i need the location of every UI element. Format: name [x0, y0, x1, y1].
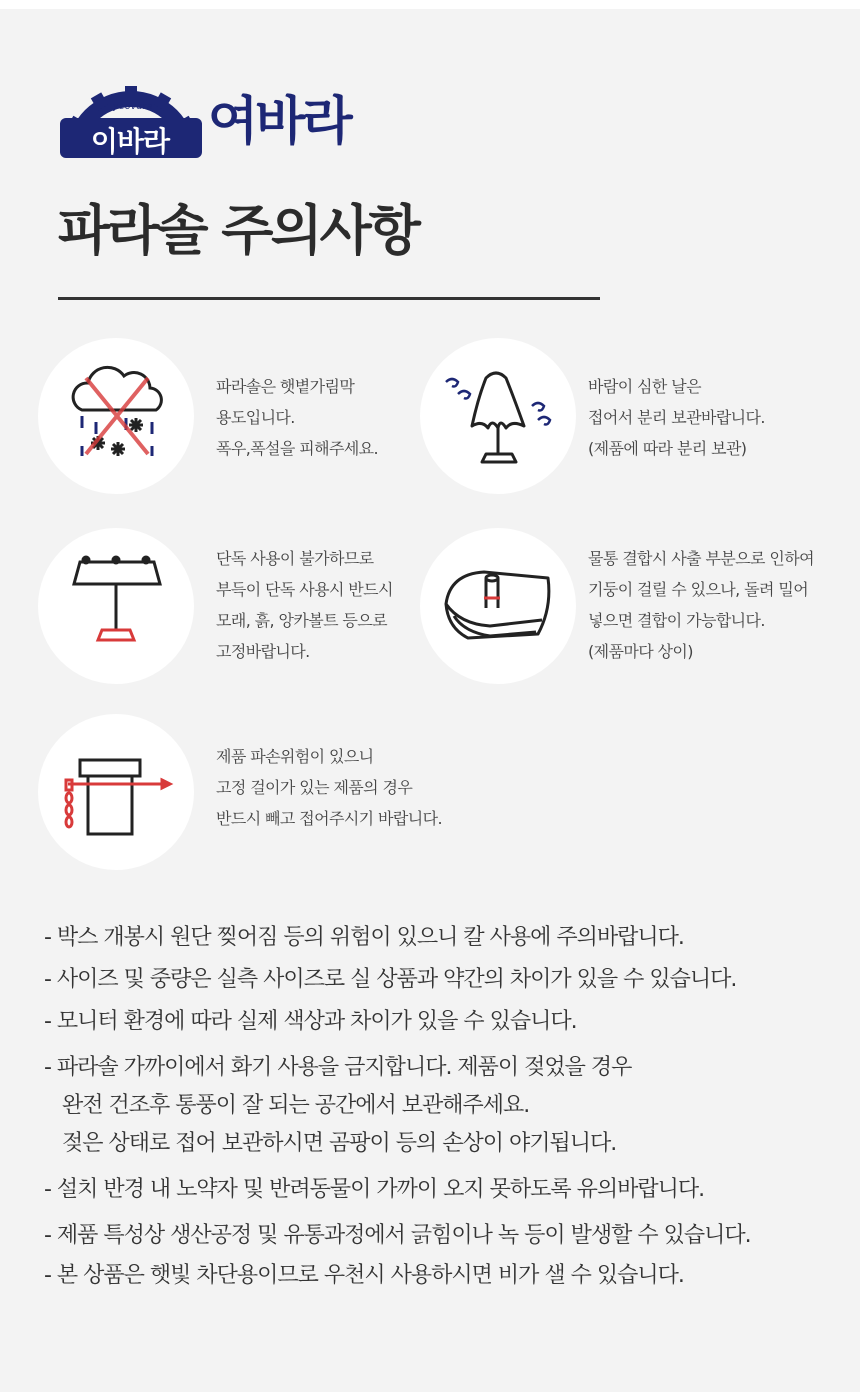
caution-text [216, 741, 442, 834]
caution-line: 고정 걸이가 있는 제품의 경우 [216, 778, 413, 797]
notes-list [44, 922, 844, 1292]
note-item: - 제품 특성상 생산공정 및 유통과정에서 긁힘이나 녹 등이 발생할 수 있습니다. [44, 1223, 751, 1248]
caution-line: 모래, 흙, 앙카볼트 등으로 [216, 611, 387, 630]
caution-line: (제품에 따라 분리 보관) [588, 439, 747, 458]
caution-line: 기둥이 걸릴 수 있으나, 돌려 밀어 [588, 580, 809, 599]
caution-line: 파라솔은 햇볕가림막 [216, 377, 355, 396]
icon-circle [38, 714, 194, 870]
note-item-continued: 젖은 상태로 접어 보관하시면 곰팡이 등의 손상이 야기됩니다. [62, 1131, 617, 1156]
caution-line: 폭우,폭설을 피해주세요. [216, 439, 379, 458]
caution-line: 바람이 심한 날은 [588, 377, 701, 396]
caution-line: 반드시 빼고 접어주시기 바랍니다. [216, 809, 442, 828]
title-divider [58, 297, 600, 300]
caution-line: 용도입니다. [216, 408, 295, 427]
note-item-continued: 완전 건조후 통풍이 잘 되는 공간에서 보관해주세요. [62, 1093, 530, 1118]
fixing-lock-icon [38, 714, 194, 870]
caution-line: 물통 결합시 사출 부분으로 인하여 [588, 549, 814, 568]
caution-line: (제품마다 상이) [588, 642, 693, 661]
logo-badge-text: 이바라 [90, 125, 170, 158]
caution-line: 접어서 분리 보관바랍니다. [588, 408, 765, 427]
caution-line: 단독 사용이 불가하므로 [216, 549, 374, 568]
brand-name: 여바라 [208, 92, 350, 152]
storm-crossed-icon [38, 338, 194, 494]
caution-line: 넣으면 결합이 가능합니다. [588, 611, 765, 630]
note-item: - 본 상품은 햇빛 차단용이므로 우천시 사용하시면 비가 샐 수 있습니다. [44, 1263, 684, 1288]
caution-line: 고정바랍니다. [216, 642, 310, 661]
caution-line: 부득이 단독 사용시 반드시 [216, 580, 393, 599]
caution-text [216, 543, 393, 667]
note-item: - 박스 개봉시 원단 찢어짐 등의 위험이 있으니 칼 사용에 주의바랍니다. [44, 925, 684, 950]
note-item: - 설치 반경 내 노약자 및 반려동물이 가까이 오지 못하도록 유의바랍니다. [44, 1177, 705, 1202]
caution-text [216, 371, 378, 464]
umbrella-base-icon [38, 528, 194, 684]
page-title: 파라솔 주의사항 [58, 199, 418, 262]
water-tank-base-icon [420, 528, 576, 684]
wind-umbrella-icon [420, 338, 576, 494]
note-item: - 파라솔 가까이에서 화기 사용을 금지합니다. 제품이 젖었을 경우 [44, 1055, 632, 1080]
icon-circle [420, 528, 576, 684]
caution-line: 제품 파손위험이 있으니 [216, 747, 374, 766]
brand-logo [56, 84, 406, 160]
caution-text [588, 371, 765, 464]
icon-circle [420, 338, 576, 494]
caution-text [588, 543, 814, 667]
top-band [0, 0, 860, 9]
note-item: - 사이즈 및 중량은 실측 사이즈로 실 상품과 약간의 차이가 있을 수 있습니다. [44, 967, 737, 992]
note-item: - 모니터 환경에 따라 실제 색상과 차이가 있을 수 있습니다. [44, 1009, 577, 1034]
icon-circle [38, 528, 194, 684]
icon-circle [38, 338, 194, 494]
logo-tagline: yeovara [113, 102, 153, 112]
